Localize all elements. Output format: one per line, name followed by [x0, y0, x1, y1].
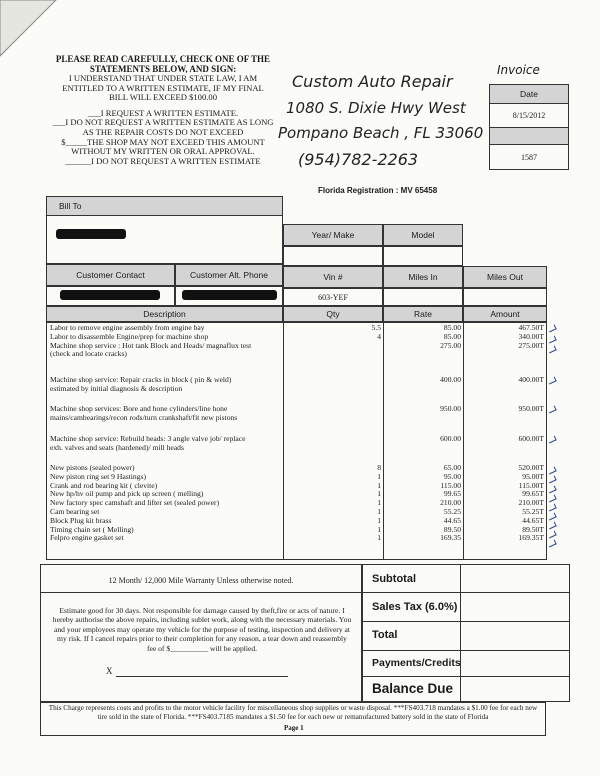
line-item-rate: 99.65	[443, 489, 461, 499]
shop-registration: Florida Registration : MV 65458	[318, 186, 438, 195]
line-item-rate: 85.00	[443, 323, 461, 332]
check-mark	[547, 513, 556, 521]
invoice-title: Invoice	[497, 63, 540, 77]
line-item-description: exh. valves and seats (hardened)/ mill heads	[50, 442, 184, 452]
invoice-number-label	[489, 127, 569, 145]
line-item-qty: 4	[377, 331, 381, 341]
sales-tax-label: Sales Tax (6.0%)	[372, 601, 458, 613]
total-label: Total	[372, 629, 398, 641]
invoice-date-label: Date	[489, 84, 569, 104]
line-item-rate: 55.25	[443, 507, 461, 516]
line-item-rate: 85.00	[443, 331, 461, 341]
line-item-rate: 210.00	[440, 498, 461, 508]
page-label: Page 1	[284, 724, 304, 732]
line-item-description: Timing chain set ( Melling)	[50, 524, 134, 534]
line-item-rate: 275.00	[440, 340, 461, 350]
footer-text: This Charge represents costs and profits to the motor vehicle facility for miscellaneous shop supplies or waste disposal. ***FS403.718 mandates a $1.00 fee for each new tire sold in the state of Florida. ***FS403.7185 mandates a $1.50 fee for each new or remanufactured battery sold in the state of Florida	[48, 704, 538, 721]
subtotal-label: Subtotal	[372, 573, 416, 585]
line-item-qty: 1	[377, 489, 381, 499]
line-item-description: Machine shop services: Bore and hone cylinders/line hone	[50, 404, 228, 413]
line-item-description: Labor to remove engine assembly from engine bay	[50, 323, 205, 332]
check-mark	[547, 377, 556, 385]
notice-heading: PLEASE READ CAREFULLY, CHECK ONE OF THE STATEMENTS BELOW, AND SIGN:	[55, 54, 271, 74]
line-item-description: (check and locate cracks)	[50, 349, 127, 359]
line-item-amount: 340.00T	[518, 331, 544, 341]
line-item-amount: 169.35T	[518, 533, 544, 543]
line-item-qty: 1	[377, 533, 381, 543]
line-item-rate: 115.00	[440, 480, 461, 490]
terms-divider	[40, 592, 362, 593]
invoice-date: 8/15/2012	[512, 111, 546, 120]
miles-out-value	[463, 288, 547, 306]
page-fold	[0, 0, 60, 60]
line-item-amount: 600.00T	[518, 434, 544, 443]
check-mark	[547, 467, 556, 475]
bill-to-header: Bill To	[46, 196, 283, 216]
rate-header: Rate	[383, 306, 463, 322]
line-item-qty: 1	[377, 515, 381, 525]
shop-street: 1080 S. Dixie Hwy West	[286, 99, 466, 117]
redacted-contact	[60, 290, 160, 300]
notice-option-2: ___I DO NOT REQUEST A WRITTEN ESTIMATE AS LONG AS THE REPAIR COSTS DO NOT EXCEED	[52, 117, 274, 137]
line-item-description: New hp/hv oil pump and pick up screen ( melling)	[50, 489, 204, 499]
invoice-number: 1587	[521, 153, 537, 162]
line-item-amount: 44.65T	[522, 515, 544, 525]
line-item-description: New factory spec camshaft and lifter set (sealed power)	[50, 498, 220, 508]
redacted-customer-name	[56, 229, 126, 239]
totals-divider	[460, 564, 461, 702]
description-header: Description	[46, 306, 283, 322]
line-item-qty: 1	[377, 498, 381, 508]
line-item-amount: 210.00T	[518, 498, 544, 508]
totals-row-line	[362, 592, 570, 593]
line-item-qty: 1	[377, 524, 381, 534]
line-item-rate: 600.00	[440, 434, 461, 443]
line-item-description: Machine shop service: Repair cracks in block ( pin & weld)	[50, 375, 232, 384]
line-item-qty: 1	[377, 480, 381, 490]
check-mark	[547, 436, 556, 444]
shop-city: Pompano Beach , FL 33060	[278, 124, 484, 142]
line-item-rate: 169.35	[440, 533, 461, 543]
line-item-amount: 520.00T	[518, 463, 544, 472]
col-divider	[283, 322, 284, 560]
check-mark	[547, 325, 556, 333]
line-item-qty: 1	[377, 471, 381, 481]
line-item-rate: 44.65	[443, 515, 461, 525]
line-item-amount: 99.65T	[522, 489, 544, 499]
shop-phone: (954)782-2263	[298, 150, 419, 169]
redacted-alt-phone	[182, 290, 277, 300]
line-item-qty: 5.5	[371, 323, 381, 332]
line-item-rate: 950.00	[440, 404, 461, 413]
line-item-description: Felpro engine gasket set	[50, 533, 124, 543]
miles-out-header: Miles Out	[463, 266, 547, 288]
balance-due-label: Balance Due	[372, 681, 454, 696]
line-item-rate: 95.00	[443, 471, 461, 481]
totals-row-line	[362, 650, 570, 651]
line-item-amount: 400.00T	[518, 375, 544, 384]
line-item-description: Crank and rod bearing kit ( clevite)	[50, 480, 158, 490]
notice-option-3: $_____THE SHOP MAY NOT EXCEED THIS AMOUNT WITHOUT MY WRITTEN OR ORAL APPROVAL.	[61, 136, 265, 157]
model-header: Model	[383, 224, 463, 246]
customer-contact-header: Customer Contact	[46, 264, 175, 286]
col-divider	[463, 322, 464, 560]
line-item-amount: 950.00T	[518, 404, 544, 413]
signature-line	[116, 676, 288, 677]
check-mark	[547, 522, 556, 530]
line-item-amount: 275.00T	[518, 340, 544, 350]
totals-row-line	[362, 621, 570, 622]
line-item-description: Cam bearing set	[50, 507, 100, 516]
line-item-description: New piston ring set 9 Hastings)	[50, 471, 146, 481]
line-item-description: mains/cambearings/recon rods/turn crankshaft/fit new pistons	[50, 412, 238, 422]
line-item-rate: 400.00	[440, 375, 461, 384]
line-item-amount: 467.50T	[518, 323, 544, 332]
line-item-amount: 55.25T	[522, 507, 544, 516]
line-item-amount: 95.00T	[522, 471, 544, 481]
line-item-description: estimated by initial diagnosis & description	[50, 383, 183, 393]
notice-law: I UNDERSTAND THAT UNDER STATE LAW, I AM ENTITLED TO A WRITTEN ESTIMATE, IF MY FINAL BILL WILL EXCEED $100.00	[62, 73, 264, 103]
miles-in-value	[383, 288, 463, 306]
check-mark	[547, 531, 556, 539]
year-make-header: Year/ Make	[283, 224, 383, 246]
line-item-rate: 65.00	[443, 463, 461, 472]
line-item-description: Machine shop service : Hot tank Block and Heads/ magnaflux test	[50, 340, 252, 350]
vin-value: 603-YEF	[283, 288, 383, 306]
year-make-value	[283, 246, 383, 266]
line-item-qty: 1	[377, 507, 381, 516]
signature-x: X	[106, 666, 113, 676]
line-item-description: Block Plug kit brass	[50, 515, 112, 525]
estimate-terms: Estimate good for 30 days. Not responsible for damage caused by theft,fire or acts of nature. I hereby authorise the above repairs, including sublet work, along with the necessary materials. You and your employees may operate my vehicle for the purpose of testing, inspection and delivery at my risk. If I cancel repairs prior to their completion for any reason, a tear down and reassembly fee of $__________ will be applied.	[52, 606, 352, 653]
check-mark	[547, 486, 556, 494]
line-item-description: Labor to disassemble Engine/prep for machine shop	[50, 331, 209, 341]
check-mark	[547, 495, 556, 503]
amount-header: Amount	[463, 306, 547, 322]
check-mark	[547, 504, 556, 512]
check-mark	[547, 540, 556, 548]
notice-option-1: ___I REQUEST A WRITTEN ESTIMATE.	[87, 107, 239, 118]
check-mark	[547, 336, 556, 344]
line-item-amount: 89.50T	[522, 524, 544, 534]
check-mark	[547, 476, 556, 484]
miles-in-header: Miles In	[383, 266, 463, 288]
estimate-notice	[52, 54, 274, 166]
shop-name: Custom Auto Repair	[292, 72, 453, 91]
qty-header: Qty	[283, 306, 383, 322]
check-mark	[547, 406, 556, 414]
line-item-description: New pistons (sealed power)	[50, 463, 135, 472]
line-item-qty: 8	[377, 463, 381, 472]
line-item-amount: 115.00T	[518, 480, 544, 490]
model-value	[383, 246, 463, 266]
warranty-text: 12 Month/ 12,000 Mile Warranty Unless otherwise noted.	[108, 576, 294, 585]
line-item-rate: 89.50	[443, 524, 461, 534]
vin-header: Vin #	[283, 266, 383, 288]
payments-label: Payments/Credits	[372, 657, 461, 669]
notice-option-4: ______I DO NOT REQUEST A WRITTEN ESTIMATE	[65, 155, 261, 166]
check-mark	[547, 346, 556, 354]
totals-row-line	[362, 676, 570, 677]
line-item-description: Machine shop service: Rebuild heads: 3 angle valve job/ replace	[50, 434, 246, 443]
customer-alt-phone-header: Customer Alt. Phone	[175, 264, 283, 286]
col-divider	[383, 322, 384, 560]
